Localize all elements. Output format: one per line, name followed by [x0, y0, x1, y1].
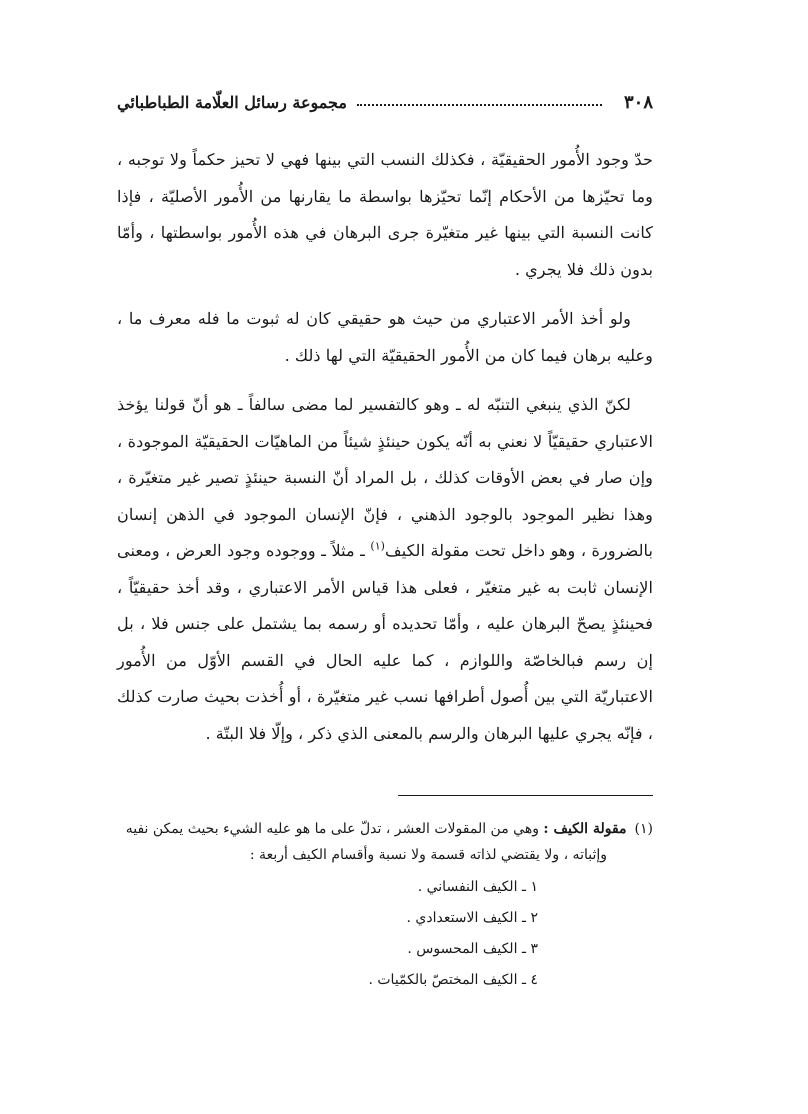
paragraph-2: ولو أخذ الأمر الاعتباري من حيث هو حقيقي كان له ثبوت ما فله معرف ما ، وعليه برهان فيما كان من الأُمور الحقيقيّة التي لها ذلك . [117, 309, 653, 365]
header-dotted-leader [357, 104, 602, 106]
footnotes [117, 816, 653, 996]
paragraph-3-part-1: لكنّ الذي ينبغي التنبّه له ـ وهو كالتفسير لما مضى سالفاً ـ هو أنّ قولنا يؤخذ الاعتباري حقيقيّاً لا نعني به أنّه يكون حينئذٍ شيئاً من الماهيّات الحقيقيّة الموجودة ، وإن صار في بعض الأوقات كذلك ، بل المراد أنّ النسبة حينئذٍ تصير غير متغيّرة ، وهذا نظير الموجود بالوجود الذهني ، فإنّ الإنسان الموجود في الذهن إنسان بالضرورة ، وهو داخل تحت مقولة الكيف [117, 395, 653, 560]
footnote-line-1 [117, 816, 653, 842]
footnote-line-1-text: وهي من المقولات العشر ، تدلّ على ما هو عليه الشيء بحيث يمكن نفيه [125, 821, 544, 837]
footnote-list [117, 872, 653, 996]
footnote-number: (١) [634, 821, 653, 837]
footnote-list-item: ٤ ـ الكيف المختصّ بالكمّيات . [368, 972, 538, 988]
paragraph-3-part-2: ـ مثلاً ـ ووجوده وجود العرض ، ومعنى الإنسان ثابت به غير متغيّر ، فعلى هذا قياس الأمر الاعتباري ، وقد أخذ حقيقيّاً ، فحينئذٍ يصحّ البرهان عليه ، وأمّا تحديده أو رسمه بما يشتمل على جنس فلا ، بل إن رسم فبالخاصّة واللوازم ، كما عليه الحال في القسم الأوّل من الأُمور الاعتباريّة التي بين أُصول أطرافها نسب غير متغيّرة ، أو أُخذت بحيث صارت كذلك ، فإنّه يجري عليها البرهان والرسم بالمعنى الذي ذكر ، وإلّا فلا البتّة . [117, 541, 653, 743]
running-title: مجموعة رسائل العلّامة الطباطبائي [117, 92, 347, 112]
footnote-line-2: وإثباته ، ولا يقتضي لذاته قسمة ولا نسبة وأقسام الكيف أربعة : [249, 847, 607, 863]
footnote-list-item: ٢ ـ الكيف الاستعدادي . [406, 910, 538, 926]
footnote-list-item: ١ ـ الكيف النفساني . [417, 879, 538, 895]
footnote-reference[interactable]: (١) [370, 539, 385, 553]
paragraph-1: حدّ وجود الأُمور الحقيقيّة ، فكذلك النسب التي بينها فهي لا تحيز حكماً ولا توجبه ، وما تحيّزها من الأحكام إنّما تحيّزها بواسطة ما يقارنها من الأُمور الأصليّة ، فإذا كانت النسبة التي بينها غير متغيّرة جرى البرهان في هذه الأُمور بواسطتها ، وأمّا بدون ذلك فلا يجري . [117, 150, 653, 279]
footnote-term: مقولة الكيف : [543, 821, 627, 837]
page-header [117, 86, 653, 118]
main-text [117, 142, 653, 765]
paragraph-3 [117, 387, 653, 752]
footnote-separator [398, 795, 653, 796]
footnote-list-item: ٣ ـ الكيف المحسوس . [407, 941, 538, 957]
page-number: ٣٠٨ [623, 91, 653, 113]
